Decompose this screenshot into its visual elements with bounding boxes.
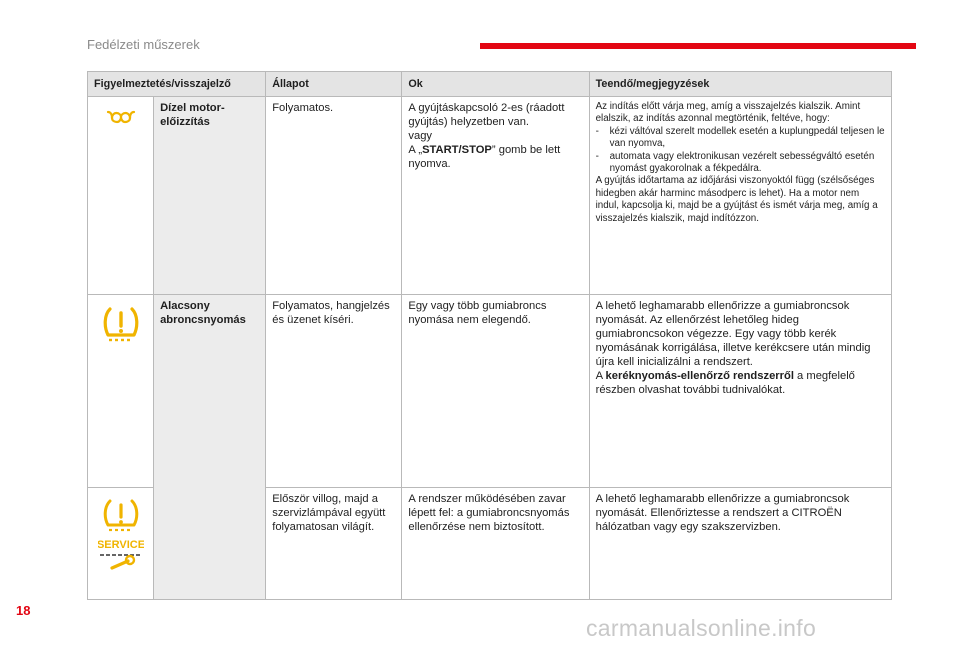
cause-cell bbox=[402, 488, 589, 600]
state-cell bbox=[266, 295, 402, 488]
indicator-name: Alacsony abroncsnyomás bbox=[160, 300, 246, 326]
action-text: A lehető leghamarabb ellenőrizze a gumiabroncsok nyomását. Az ellenőrzést lehetőleg hideg gumiabroncsokon végezze. Egy vagy több kerék nyomásának korrigálása, illetve kerékcsere után mindig újra kell inicializálni a rendszert. bbox=[595, 300, 871, 368]
cause-text: A gyújtáskapcsoló 2-es (ráadott gyújtás) helyzetben van. bbox=[408, 102, 565, 128]
action-cell bbox=[589, 97, 891, 295]
state-text: Folyamatos, hangjelzés és üzenet kíséri. bbox=[272, 300, 390, 326]
icon-cell bbox=[88, 488, 154, 600]
cause-or: vagy bbox=[408, 130, 433, 142]
indicator-name-cell bbox=[154, 97, 266, 295]
column-header-indicator: Figyelmeztetés/visszajelző bbox=[88, 72, 266, 97]
state-text: Először villog, majd a szervizlámpával együtt folyamatosan világít. bbox=[272, 493, 386, 533]
tire-pressure-service-icon bbox=[98, 498, 144, 576]
warning-lights-table bbox=[87, 71, 892, 600]
tire-pressure-warning-icon bbox=[101, 305, 141, 345]
state-cell bbox=[266, 488, 402, 600]
column-header-cause: Ok bbox=[402, 72, 589, 97]
glow-plug-icon bbox=[106, 107, 136, 127]
header-accent-bar bbox=[480, 43, 916, 49]
table-row bbox=[88, 97, 892, 295]
cause-cell bbox=[402, 97, 589, 295]
action-text: A lehető leghamarabb ellenőrizze a gumiabroncsok nyomását. Ellenőriztesse a rendszert a CITROËN hálózatban vagy egy szakszervizben. bbox=[595, 493, 850, 533]
action-outro: A gyújtás időtartama az időjárási viszonyoktól függ (szélsőséges hidegben akár harminc másodperc is lehet). Ha a motor nem indul, kapcsolja ki, majd be a gyújtást és ismét várja meg, amíg a visszajelzés kialszik, majd indítózzon. bbox=[595, 175, 878, 224]
icon-cell bbox=[88, 295, 154, 488]
section-title: Fedélzeti műszerek bbox=[87, 37, 200, 52]
indicator-name: Dízel motor-előizzítás bbox=[160, 102, 225, 128]
cross-reference: keréknyomás-ellenőrző rendszerről bbox=[605, 370, 794, 382]
table-header-row bbox=[88, 72, 892, 97]
start-stop-label: START/STOP bbox=[422, 144, 492, 156]
list-item: - automata vagy elektronikusan vezérelt sebességváltó esetén nyomást gyakorolnak a fékpedálra. bbox=[595, 150, 875, 175]
column-header-action: Teendő/megjegyzések bbox=[589, 72, 891, 97]
column-header-state: Állapot bbox=[266, 72, 402, 97]
page-number: 18 bbox=[16, 603, 31, 618]
state-text: Folyamatos. bbox=[272, 102, 334, 114]
list-item: - kézi váltóval szerelt modellek esetén a kuplungpedál teljesen le van nyomva, bbox=[595, 125, 885, 150]
icon-cell bbox=[88, 97, 154, 295]
action-cell bbox=[589, 488, 891, 600]
indicator-name-cell bbox=[154, 295, 266, 600]
action-cell: A lehető leghamarabb ellenőrizze a gumiabroncsok nyomását. Az ellenőrzést lehetőleg hideg gumiabroncsokon végezze. Egy vagy több kerék nyomásának korrigálása, illetve kerékcsere után mindig újra kell inicializálni a rendszert. A keréknyomás-ellenőrző rendszerről a megfelelő részben olvashat további tudnivalókat. bbox=[589, 295, 891, 488]
watermark: carmanualsonline.info bbox=[586, 615, 817, 641]
cause-cell bbox=[402, 295, 589, 488]
action-intro: Az indítás előtt várja meg, amíg a visszajelzés kialszik. Amint elalszik, az indítás azonnal megtörténik, feltéve, hogy: bbox=[595, 101, 861, 125]
cause-suffix: ” gomb be lett nyomva. bbox=[408, 144, 561, 170]
cause-text: A rendszer működésében zavar lépett fel: a gumiabroncsnyomás ellenőrzése nem biztosított. bbox=[408, 493, 570, 533]
service-label: SERVICE bbox=[97, 539, 144, 551]
cause-text: Egy vagy több gumiabroncs nyomása nem elegendő. bbox=[408, 300, 547, 326]
table-row bbox=[88, 295, 892, 488]
cause-prefix: A „ bbox=[408, 144, 423, 156]
state-cell bbox=[266, 97, 402, 295]
